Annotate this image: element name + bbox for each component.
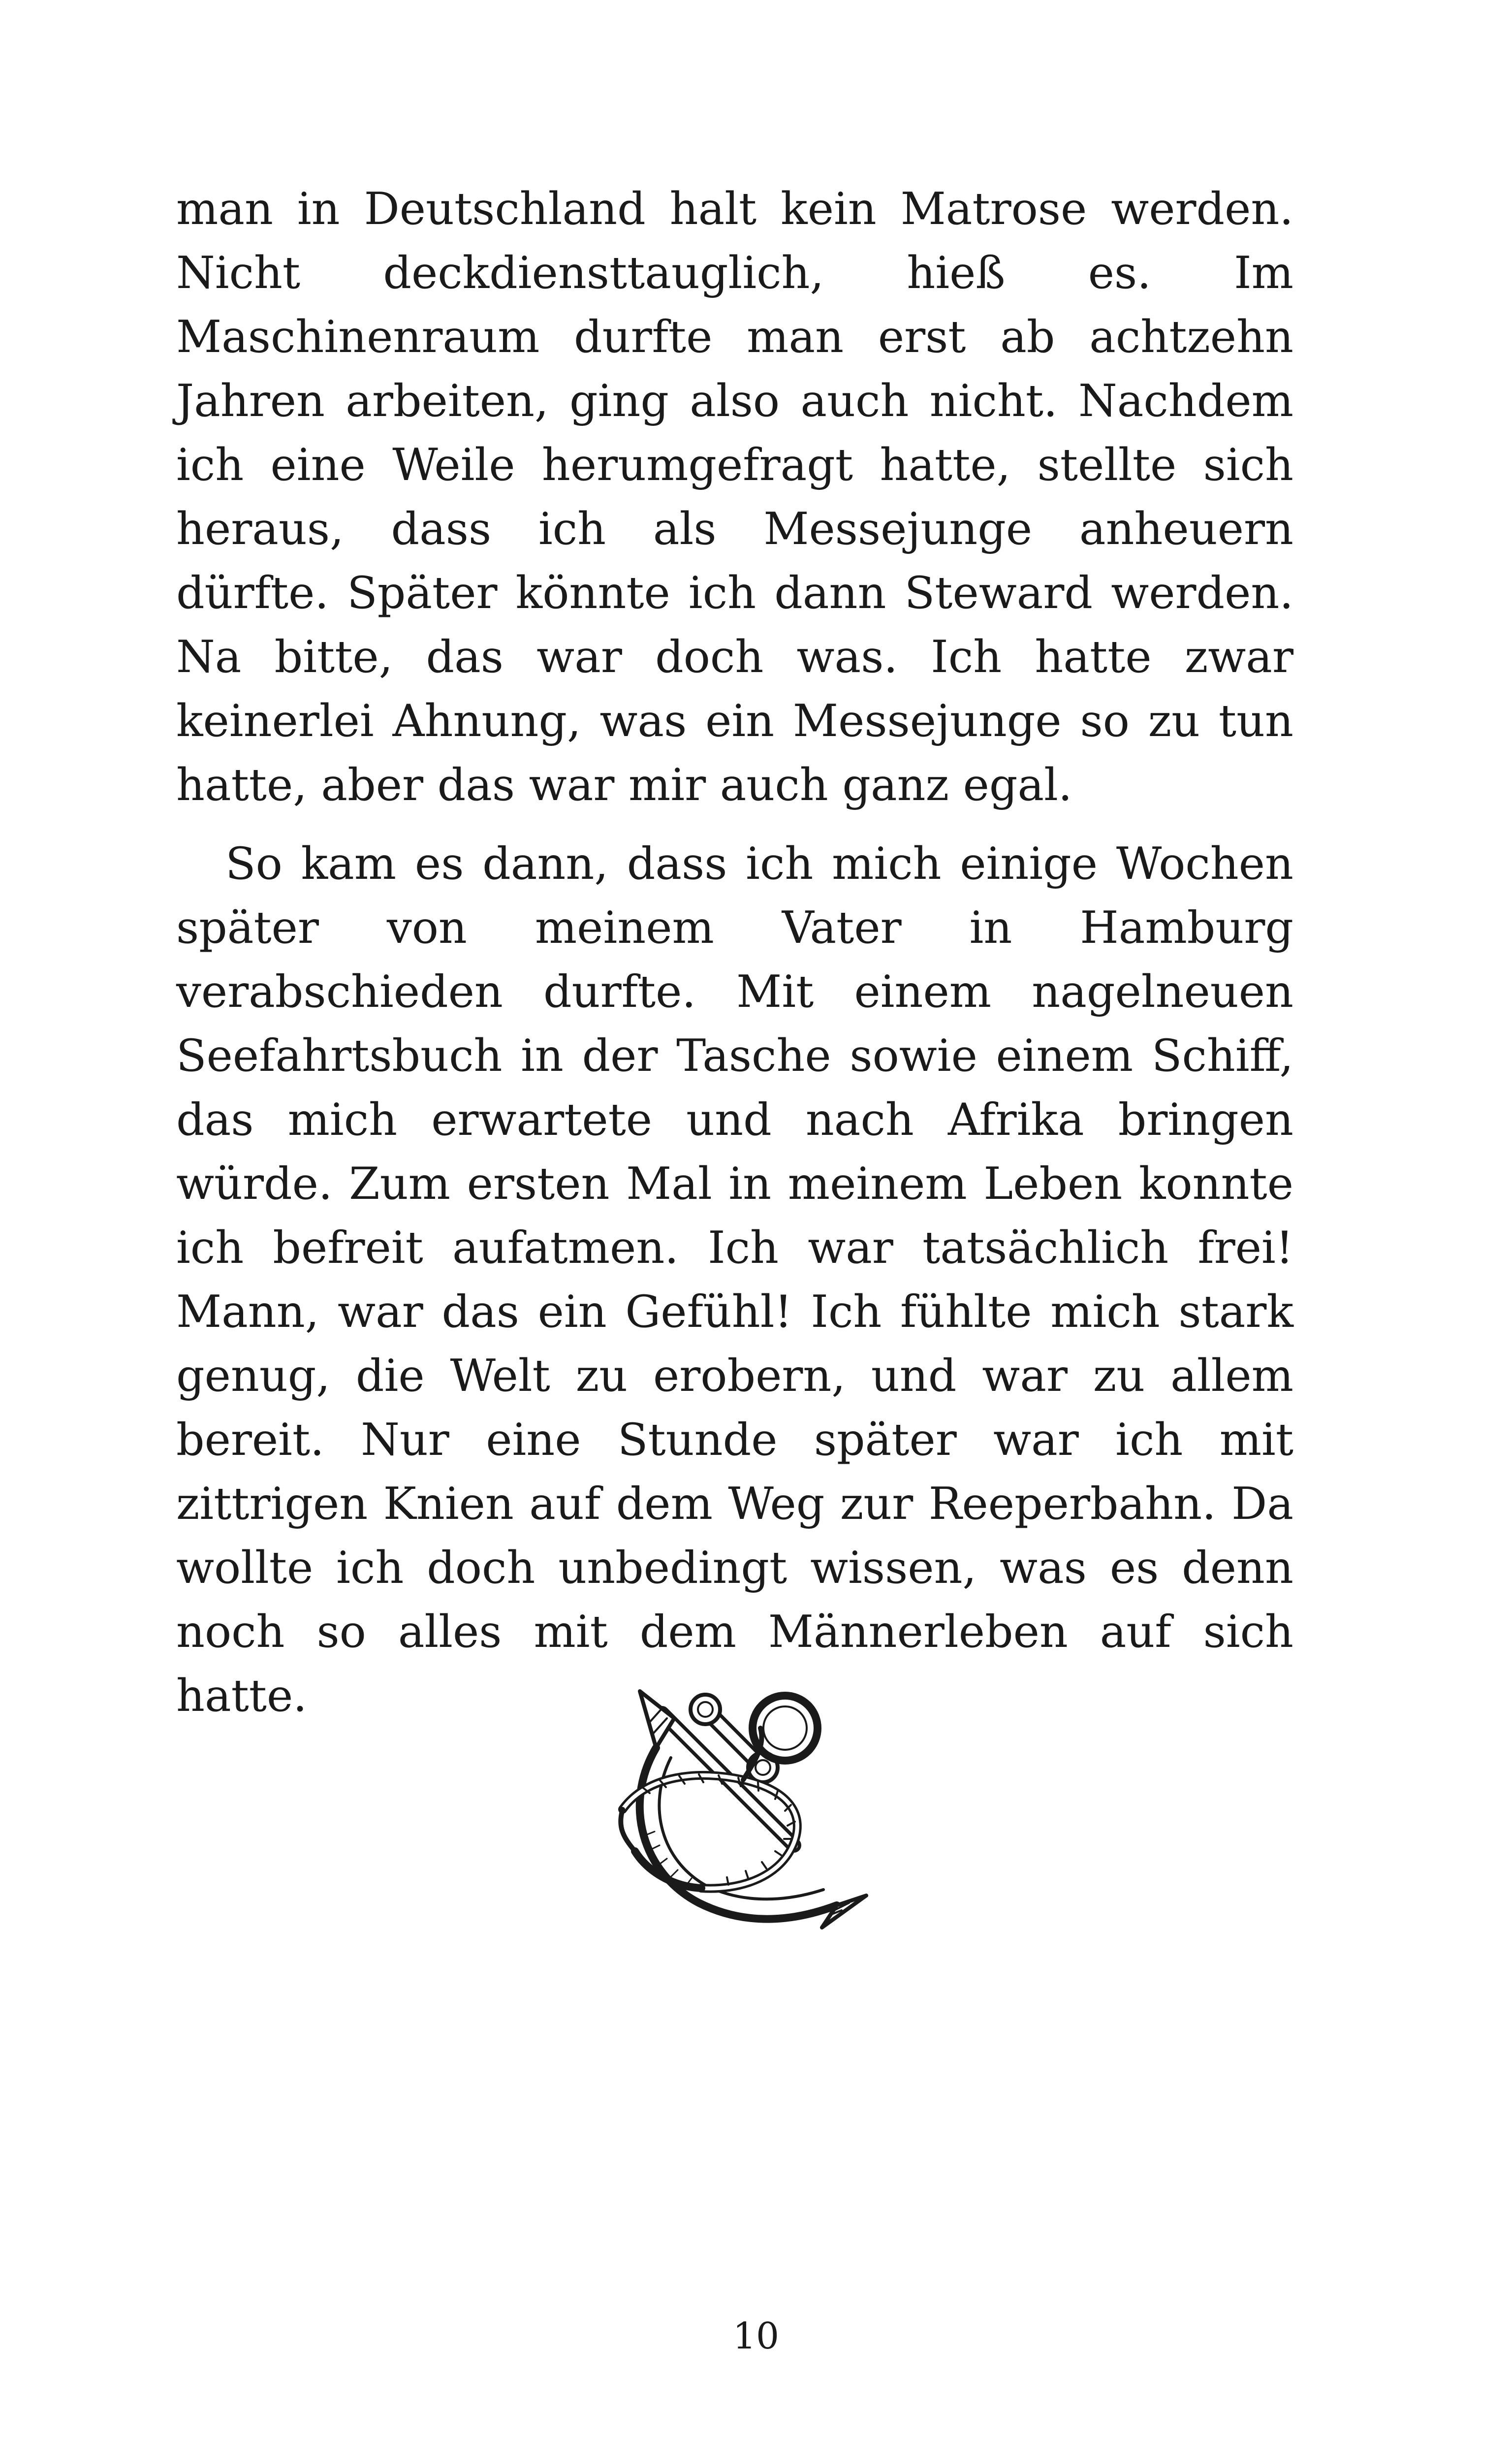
page-number: 10 xyxy=(732,2315,780,2357)
paragraph-2: So kam es dann, dass ich mich einige Wochen später von meinem Vater in Hamburg verabschieden durfte. Mit einem nagelneuen Seefahrtsbuch in der Tasche sowie einem Schiff, das mich erwartete und nach Afrika bringen würde. Zum ersten Mal in meinem Leben konnte ich befreit aufatmen. Ich war tatsächlich frei! Mann, war das ein Gefühl! Ich fühlte mich stark genug, die Welt zu erobern, und war zu allem bereit. Nur eine Stunde später war ich mit zittrigen Knien auf dem Weg zur Reeperbahn. Da wollte ich doch unbedingt wissen, was es denn noch so alles mit dem Männerleben auf sich hatte. xyxy=(176,838,1293,1722)
body-text xyxy=(176,177,1293,1728)
anchor-with-rope-icon xyxy=(588,1689,869,1955)
paragraph-1: man in Deutschland halt kein Matrose werden. Nicht deckdiensttauglich, hieß es. Im Maschinenraum durfte man erst ab achtzehn Jahren arbeiten, ging also auch nicht. Nachdem ich eine Weile herumgefragt hatte, stellte sich heraus, dass ich als Messejunge anheuern dürfte. Später könnte ich dann Steward werden. Na bitte, das war doch was. Ich hatte zwar keinerlei Ahnung, was ein Messejunge so zu tun hatte, aber das war mir auch ganz egal. xyxy=(176,183,1293,811)
